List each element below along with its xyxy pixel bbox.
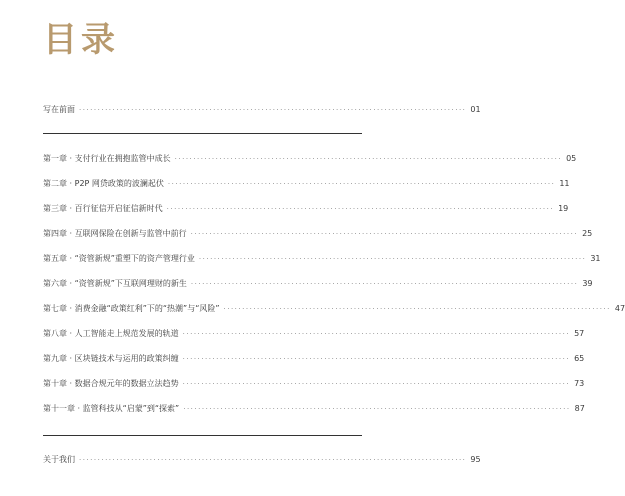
toc-leader-dots: ········································································································ <box>223 305 611 313</box>
toc-page-number: 57 <box>574 329 585 338</box>
toc-row-chapter-8[interactable] <box>43 327 585 341</box>
toc-leader-dots: ········································································································ <box>166 205 555 213</box>
toc-row-chapter-9[interactable] <box>43 352 585 366</box>
toc-leader-dots: ········································································································ <box>190 230 579 238</box>
toc-row-chapter-11[interactable] <box>43 402 585 416</box>
toc-label: 第七章 · 消费金融“政策红利”下的“热潮”与“风险” <box>43 304 220 313</box>
toc-row-chapter-4[interactable] <box>43 227 593 241</box>
toc-label: 第十一章 · 监管科技从“启蒙”到“探索” <box>43 404 180 413</box>
toc-row-about[interactable] <box>43 453 481 467</box>
toc-row-chapter-6[interactable] <box>43 277 593 291</box>
toc-page-number: 95 <box>470 455 481 464</box>
toc-label: 关于我们 <box>43 455 75 464</box>
toc-page-number: 05 <box>566 154 577 163</box>
toc-row-chapter-1[interactable] <box>43 152 577 166</box>
toc-leader-dots: ········································································································ <box>167 180 556 188</box>
toc-row-chapter-7[interactable] <box>43 302 625 316</box>
toc-page-number: 47 <box>614 304 625 313</box>
toc-page-number: 65 <box>574 354 585 363</box>
toc-page-number: 01 <box>470 105 481 114</box>
toc-page-number: 39 <box>582 279 593 288</box>
toc-label: 写在前面 <box>43 105 75 114</box>
toc-page-number: 73 <box>574 379 585 388</box>
toc-leader-dots: ········································································································ <box>190 280 579 288</box>
toc-label: 第九章 · 区块链技术与运用的政策纠缠 <box>43 354 179 363</box>
toc-label: 第三章 · 百行征信开启征信新时代 <box>43 204 163 213</box>
toc-row-preface[interactable] <box>43 103 481 117</box>
toc-label: 第六章 · “资管新规”下互联网理财的新生 <box>43 279 187 288</box>
toc-leader-dots: ········································································································ <box>79 456 467 464</box>
toc-label: 第五章 · “资管新规”重塑下的资产管理行业 <box>43 254 195 263</box>
toc-label: 第八章 · 人工智能走上规范发展的轨道 <box>43 329 179 338</box>
toc-label: 第二章 · P2P 网贷政策的波澜起伏 <box>43 179 164 188</box>
toc-leader-dots: ········································································································ <box>79 106 467 114</box>
toc-page-number: 19 <box>558 204 569 213</box>
toc-page-number: 87 <box>574 404 585 413</box>
page-title: 目录 <box>43 20 119 60</box>
toc-row-chapter-2[interactable] <box>43 177 570 191</box>
toc-label: 第十章 · 数据合规元年的数据立法趋势 <box>43 379 179 388</box>
toc-page-number: 31 <box>590 254 601 263</box>
toc-label: 第四章 · 互联网保险在创新与监管中前行 <box>43 229 187 238</box>
toc-row-chapter-3[interactable] <box>43 202 569 216</box>
toc-label: 第一章 · 支付行业在拥抱监管中成长 <box>43 154 171 163</box>
toc-leader-dots: ········································································································ <box>182 380 571 388</box>
toc-page-number: 11 <box>559 179 570 188</box>
toc-leader-dots: ········································································································ <box>182 355 571 363</box>
section-divider <box>43 133 362 134</box>
toc-leader-dots: ········································································································ <box>183 405 571 413</box>
section-divider <box>43 435 362 436</box>
toc-row-chapter-5[interactable] <box>43 252 601 266</box>
toc-row-chapter-10[interactable] <box>43 377 585 391</box>
toc-leader-dots: ········································································································ <box>198 255 587 263</box>
toc-leader-dots: ········································································································ <box>182 330 571 338</box>
toc-page-number: 25 <box>582 229 593 238</box>
toc-leader-dots: ········································································································ <box>174 155 563 163</box>
